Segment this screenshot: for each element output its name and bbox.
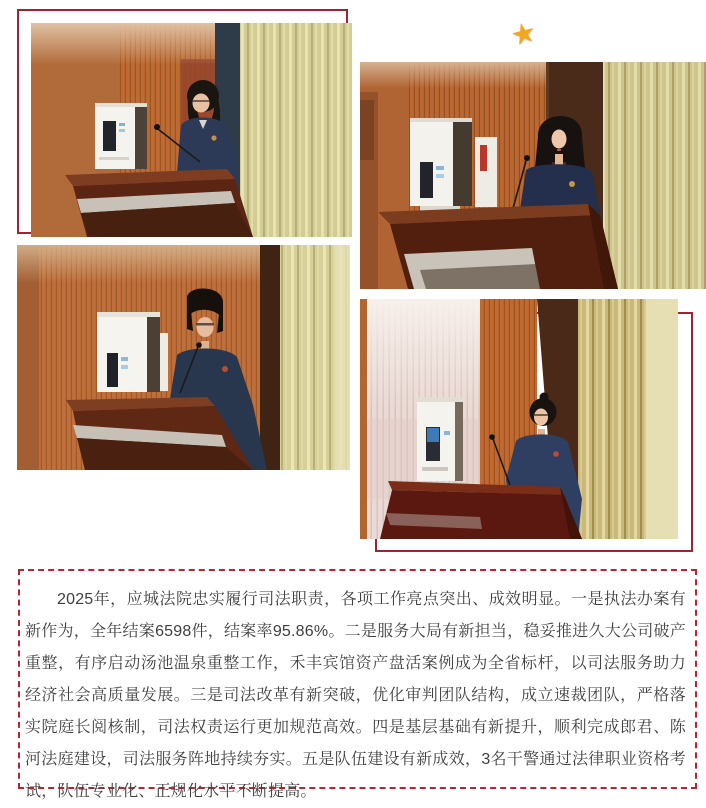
lectern (65, 169, 253, 237)
water-dispenser (410, 118, 472, 211)
summary-paragraph: 2025年，应城法院忠实履行司法职责，各项工作亮点突出、成效明显。一是执法办案有新作为，全年结案6598件，结案率95.86%。二是服务大局有新担当，稳妥推进久大公司破产重整，有序启动汤池温泉重整工作，禾丰宾馆资产盘活案例成为全省标杆，以司法服务助力经济社会高质量发展。三是司法改革有新突破，优化审判团队结构，成立速裁团队，严格落实院庭长阅核制，司法权责运行更加规范高效。四是基层基础有新提升，顺利完成郎君、陈河法庭建设，司法服务阵地持续夯实。五是队伍建设有新成效，3名干警通过法律职业资格考试，队伍专业化、正规化水平不断提高。 (25, 591, 686, 800)
photo-speaker-2[interactable] (360, 62, 706, 289)
photo-speaker-3[interactable] (17, 245, 350, 470)
water-dispenser (417, 397, 463, 481)
lectern (378, 204, 618, 289)
curtain (603, 62, 706, 289)
photo-speaker-1[interactable] (31, 23, 352, 237)
star-icon: ★ (507, 15, 540, 52)
curtain (280, 245, 350, 470)
water-dispenser (97, 312, 168, 392)
photo-1-scene (31, 23, 352, 237)
water-dispenser (95, 103, 147, 169)
lectern (380, 481, 582, 539)
photo-speaker-4[interactable] (360, 299, 678, 539)
photo-4-scene (360, 299, 678, 539)
summary-box (18, 569, 697, 800)
photo-3-scene (17, 245, 350, 470)
curtain (240, 23, 352, 237)
photo-2-scene (360, 62, 706, 289)
curtain (578, 299, 678, 539)
